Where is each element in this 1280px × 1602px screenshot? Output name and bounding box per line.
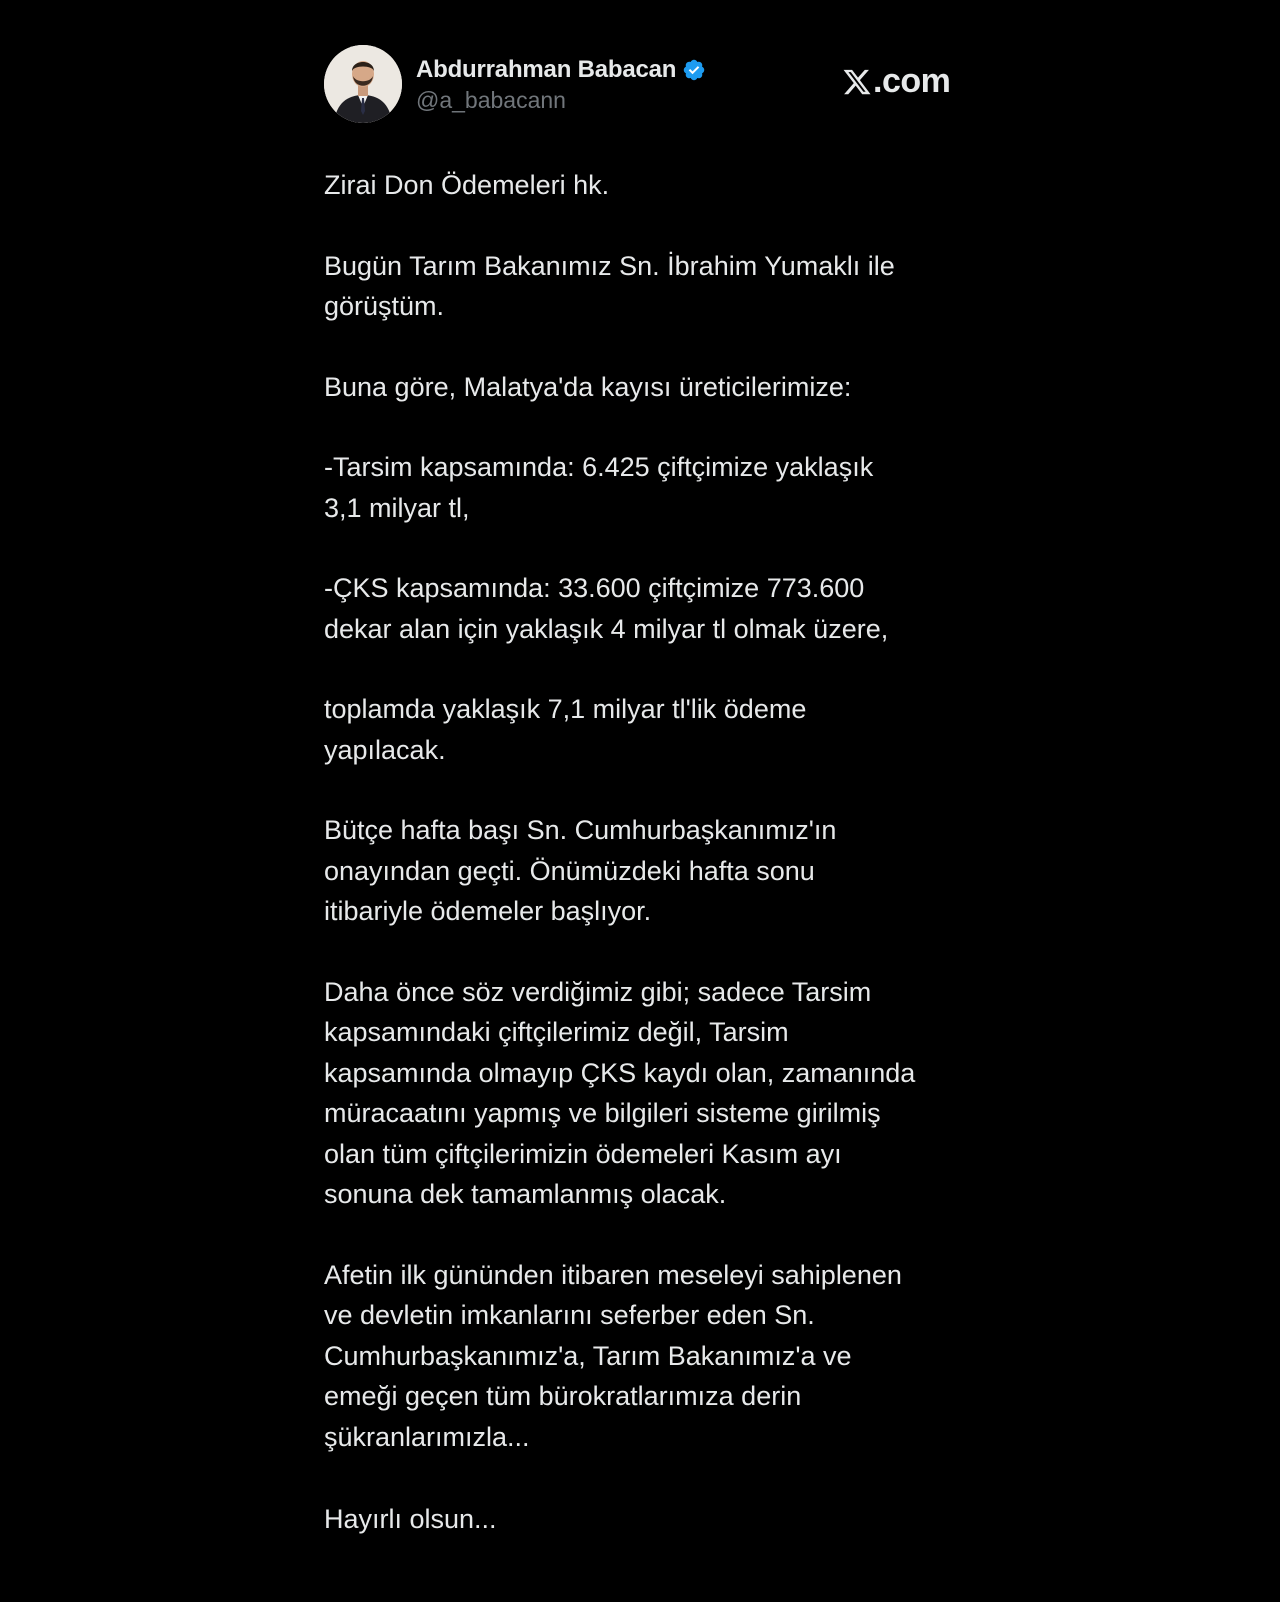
tweet-paragraph: Afetin ilk gününden itibaren meseleyi sahiplenen ve devletin imkanlarını seferber eden Sn. Cumhurbaşkanımız'a, Tarım Bakanımız'a ve emeği geçen tüm bürokratlarımıza derin şükranlarımızla... [324,1259,902,1452]
tweet-header [324,45,1004,125]
tweet-paragraph: Bugün Tarım Bakanımız Sn. İbrahim Yumaklı ile görüştüm. [324,250,895,321]
author-names [416,55,706,114]
tweet-paragraph: Zirai Don Ödemeleri hk. [324,170,610,200]
author-handle[interactable]: @a_babacann [416,87,566,113]
brand-domain-label: .com [873,62,951,100]
tweet-paragraph: -Tarsim kapsamında: 6.425 çiftçimize yaklaşık 3,1 milyar tl, [324,452,874,523]
display-name-row [416,55,706,85]
x-logo-icon [842,67,872,97]
avatar-portrait [324,45,402,123]
tweet-paragraph: Bütçe hafta başı Sn. Cumhurbaşkanımız'ın onayından geçti. Önümüzdeki hafta sonu itibariyle ödemeler başlıyor. [324,815,837,926]
tweet-paragraph: Hayırlı olsun... [324,1504,497,1534]
display-name[interactable]: Abdurrahman Babacan [416,56,677,83]
tweet-paragraph: -ÇKS kapsamında: 33.600 çiftçimize 773.600 dekar alan için yaklaşık 4 milyar tl olmak üzere, [324,573,889,644]
x-com-brand [842,62,950,101]
verified-badge-icon [682,58,706,82]
tweet-paragraph: toplamda yaklaşık 7,1 milyar tl'lik ödeme yapılacak. [324,694,807,765]
tweet-paragraph: Daha önce söz verdiğimiz gibi; sadece Tarsim kapsamındaki çiftçilerimiz değil, Tarsim kapsamında olmayıp ÇKS kaydı olan, zamanında müracaatını yapmış ve bilgileri sisteme girilmiş olan tüm çiftçilerimizin ödemeleri Kasım ayı sonuna dek tamamlanmış olacak. [324,976,916,1209]
tweet-paragraph: Buna göre, Malatya'da kayısı üreticilerimize: [324,371,852,402]
tweet-card [324,45,1004,1534]
tweet-text [324,165,1004,1540]
profile-avatar[interactable] [324,45,402,123]
